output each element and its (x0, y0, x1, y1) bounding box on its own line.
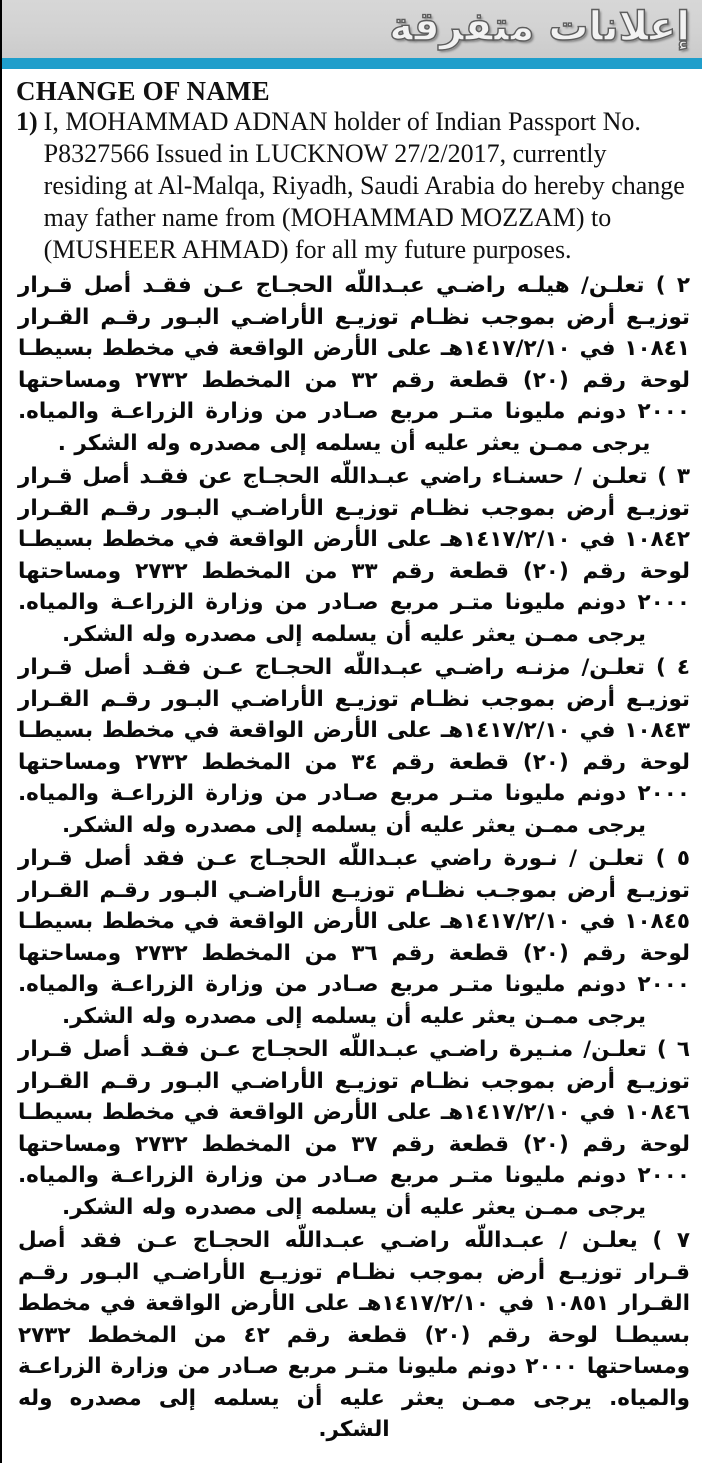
arabic-ad-text: تعلـن/ هيلـه راضـي عبـداللّه الحجـاج عـن فقـد أصل قـرار توزيـع أرض بموجب نظـام توزيـع الأراضـي البـور رقـم القـرار ١٠٨٤١ في ١٤١٧/٢/١٠هـ على الأرض الواقعة في مخطط بسيطـا لوحة رقم (٢٠) قطعة رقم ٣٢ من المخطط ٢٧٣٢ ومساحتها ٢٠٠٠ دونم مليونا متـر مربع صـادر من وزارة الزراعـة والمياه. يرجى ممـن يعثر عليه أن يسلمه إلى مصدره وله الشكر . (18, 273, 691, 456)
arabic-ad-index: ٢ ) (655, 273, 690, 299)
arabic-ad-text: تعلـن / حسنـاء راضي عبـداللّه الحجـاج عن فقـد أصل قـرار توزيـع أرض بموجب نظـام توزيـع الأراضـي البـور رقـم القـرار ١٠٨٤٢ في ١٤١٧/٢/١٠هـ على الأرض الواقعة في مخطط بسيطـا لوحة رقم (٢٠) قطعة رقم ٣٣ من المخطط ٢٧٣٢ ومساحتها ٢٠٠٠ دونم مليونا متـر مربع صـادر من وزارة الزراعـة والمياه. يرجى ممـن يعثر عليه أن يسلمه إلى مصدره وله الشكر. (18, 464, 691, 647)
arabic-ad-index: ٣ ) (657, 464, 690, 490)
arabic-ad-index: ٤ ) (656, 655, 690, 681)
arabic-ad-item (16, 1034, 692, 1223)
masthead-banner (2, 0, 702, 58)
english-ad-text: I, MOHAMMAD ADNAN holder of Indian Passport No. P8327566 Issued in LUCKNOW 27/2/2017, currently residing at Al-Malqa, Riyadh, Saudi Arabia do hereby change may father name from (MOHAMMAD MOZZAM) to (MUSHEER AHMAD) for all my future purposes. (43, 107, 685, 265)
arabic-ad-item (16, 270, 692, 459)
arabic-ad-index: ٥ ) (655, 846, 690, 872)
arabic-ads-list (16, 270, 692, 1446)
arabic-ad-text: يعلـن / عبـداللّه راضـي عبـداللّه الحجـاج عـن فقد أصل قـرار توزيـع أرض بموجب نظـام توزيـع الأراضـي البـور رقـم القـرار ١٠٨٥١ في ١٤١٧/٢/١٠هـ على الأرض الواقعة في مخطط بسيطـا لوحة رقم (٢٠) قطعة رقم ٤٢ من المخطط ٢٧٣٢ ومساحتها ٢٠٠٠ دونم مليونا متـر مربع صـادر من وزارة الزراعـة والمياه. يرجى ممـن يعثر عليه أن يسلمه إلى مصدره وله الشكر. (18, 1228, 690, 1443)
english-ad-index: 1) (16, 107, 38, 137)
english-ad-body-row (16, 106, 692, 266)
arabic-ad-item (16, 652, 692, 841)
arabic-ad-item (16, 461, 692, 650)
arabic-ad-index: ٧ ) (652, 1228, 690, 1254)
ads-content-area (2, 69, 702, 1446)
english-ad-heading: CHANGE OF NAME (16, 76, 270, 106)
masthead-title: إعلانات متفرقة (389, 4, 690, 50)
arabic-ad-text: تعلـن/ مزنـه راضـي عبـداللّه الحجـاج عـن فقـد أصل قـرار توزيـع أرض بموجب نظـام توزيـع الأراضـي البـور رقـم القـرار ١٠٨٤٣ في ١٤١٧/٢/١٠هـ على الأرض الواقعة في مخطط بسيطـا لوحة رقم (٢٠) قطعة رقم ٣٤ من المخطط ٢٧٣٢ ومساحتها ٢٠٠٠ دونم مليونا متـر مربع صـادر من وزارة الزراعـة والمياه. يرجى ممـن يعثر عليه أن يسلمه إلى مصدره وله الشكر. (18, 655, 691, 838)
arabic-ad-item (16, 843, 692, 1032)
arabic-ad-text: تعلـن / نـورة راضي عبـداللّه الحجـاج عـن فقد أصل قـرار توزيـع أرض بموجـب نظـام توزيـع الأراضـي البـور رقـم القـرار ١٠٨٤٥ في ١٤١٧/٢/١٠هـ على الأرض الواقعة في مخطط بسيطـا لوحة رقم (٢٠) قطعة رقم ٣٦ من المخطط ٢٧٣٢ ومساحتها ٢٠٠٠ دونم مليونا متـر مربع صـادر من وزارة الزراعـة والمياه. يرجى ممـن يعثر عليه أن يسلمه إلى مصدره وله الشكر. (18, 846, 691, 1029)
arabic-ad-item (16, 1225, 692, 1446)
english-change-of-name-ad (16, 77, 692, 266)
arabic-ad-index: ٦ ) (656, 1037, 690, 1063)
arabic-ad-text: تعلـن/ منـيرة راضـي عبـداللّه الحجـاج عـن فقـد أصل قـرار توزيـع أرض بموجب نظـام توزيـع الأراضـي البـور رقـم القـرار ١٠٨٤٦ في ١٤١٧/٢/١٠هـ على الأرض الواقعة في مخطط بسيطـا لوحة رقم (٢٠) قطعة رقم ٣٧ من المخطط ٢٧٣٢ ومساحتها ٢٠٠٠ دونم مليونا متـر مربع صـادر من وزارة الزراعـة والمياه. يرجى ممـن يعثر عليه أن يسلمه إلى مصدره وله الشكر. (18, 1037, 691, 1220)
accent-bar-divider (2, 58, 702, 69)
